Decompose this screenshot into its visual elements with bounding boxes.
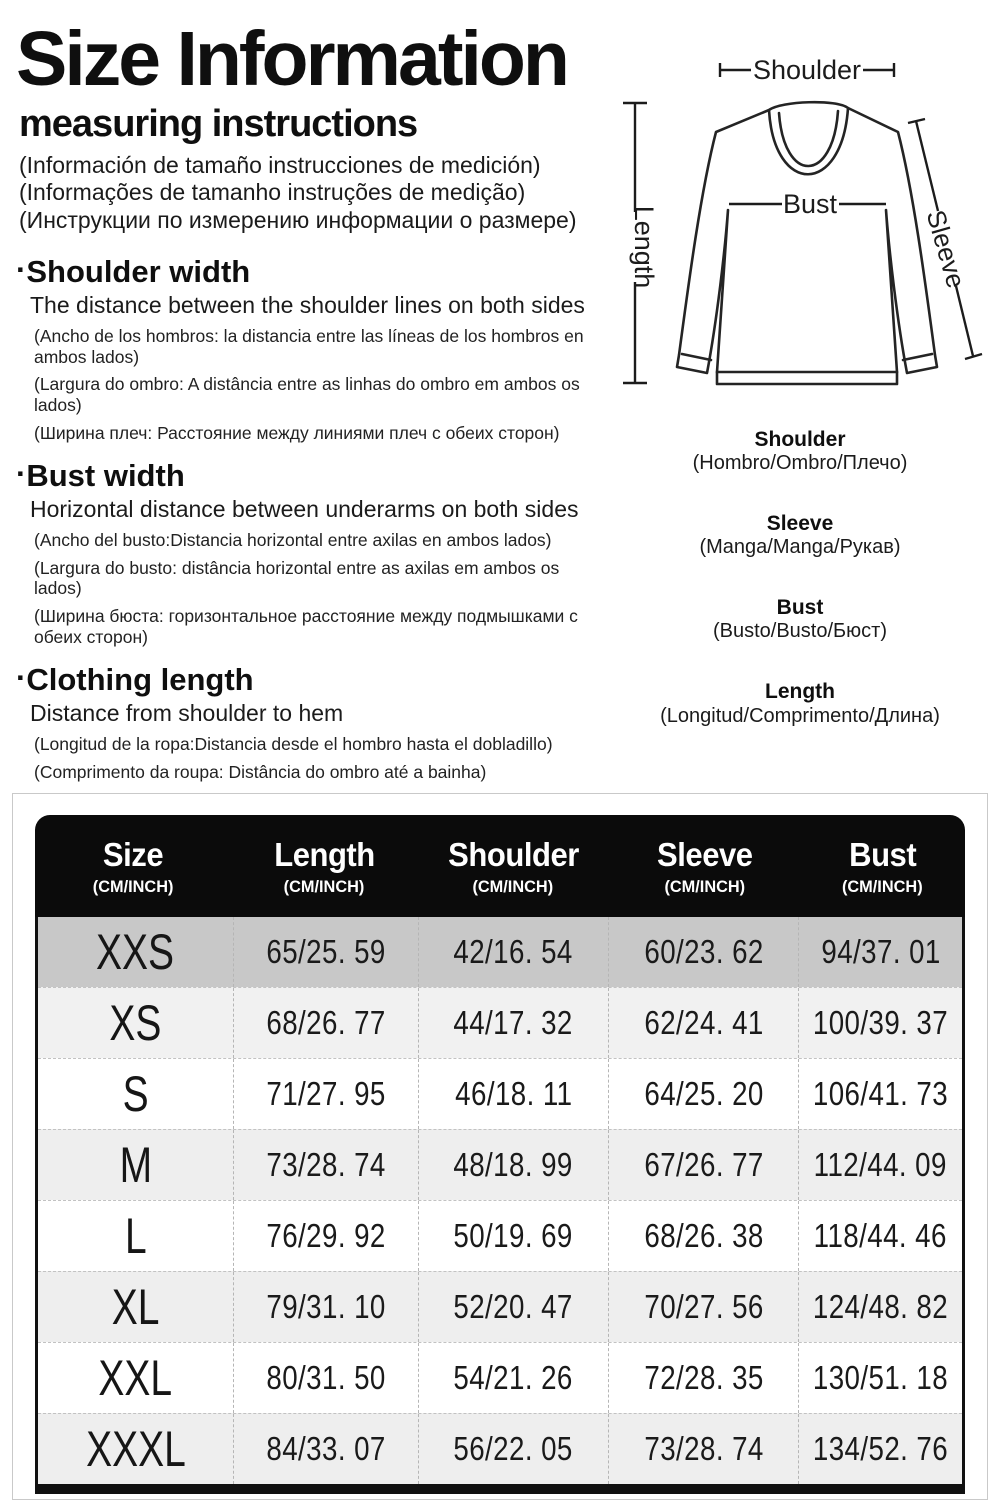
legend-translation: (Longitud/Comprimento/Длина) (660, 704, 940, 727)
legend-term: Sleeve (766, 512, 834, 536)
section-title: Clothing length (26, 662, 254, 698)
table-row-xxl (38, 1342, 962, 1413)
measuring-sections (16, 252, 606, 823)
size-cell: XXXL (85, 1421, 186, 1477)
legend-term: Bust (776, 596, 824, 620)
diagram-length-label: Length (629, 205, 659, 289)
bullet: · (16, 456, 27, 492)
unit-label: (CM/INCH) (92, 876, 174, 896)
unit-label: (CM/INCH) (283, 876, 365, 896)
sleeve-cell: 67/26. 77 (608, 1130, 798, 1200)
section-translation-pt: (Largura do ombro: A distância entre as linhas do ombro em ambos os lados) (34, 374, 580, 415)
bust-cell: 130/51. 18 (798, 1343, 962, 1413)
size-cell: XS (109, 995, 162, 1051)
length-cell: 65/25. 59 (233, 917, 418, 987)
bust-cell: 100/39. 37 (798, 988, 962, 1058)
sleeve-cell: 68/26. 38 (608, 1201, 798, 1271)
section-description: The distance between the shoulder lines on both sides (30, 292, 585, 318)
column-header-bust: Bust (CM/INCH) (800, 836, 965, 897)
shirt-measurement-diagram (598, 28, 1000, 423)
legend-item-length (600, 680, 1000, 727)
diagram-bust-label: Bust (782, 189, 838, 219)
shoulder-cell: 50/19. 69 (418, 1201, 608, 1271)
diagram-shoulder-label: Shoulder (752, 55, 862, 85)
table-body (35, 917, 965, 1494)
section-translation-es: (Ancho del busto:Distancia horizontal entre axilas en ambos lados) (34, 530, 552, 551)
section-translation-ru: (Ширина бюста: горизонтальное расстояние между подмышками с обеих сторон) (34, 606, 578, 647)
legend-item-bust (600, 596, 1000, 643)
section-title: Shoulder width (26, 254, 251, 289)
shoulder-cell: 42/16. 54 (418, 917, 608, 987)
size-cell: S (122, 1066, 149, 1122)
section-description: Distance from shoulder to hem (30, 700, 344, 727)
size-cell: XL (111, 1279, 160, 1335)
table-row-xxs (38, 917, 962, 987)
size-cell: L (124, 1208, 147, 1264)
bust-cell: 118/44. 46 (798, 1201, 962, 1271)
size-cell: XXL (98, 1350, 173, 1406)
size-cell: M (119, 1137, 152, 1193)
legend-term: Length (765, 680, 835, 704)
bullet: · (16, 660, 27, 696)
sleeve-cell: 73/28. 74 (608, 1414, 798, 1484)
section-translation-es: (Ancho de los hombros: la distancia entre las líneas de los hombros en ambos lados) (34, 326, 584, 367)
page-subtitle: measuring instructions (19, 102, 418, 145)
diagram-sleeve-label: Sleeve (920, 206, 972, 292)
length-cell: 79/31. 10 (233, 1272, 418, 1342)
unit-label: (CM/INCH) (664, 876, 745, 896)
page-title: Size Information (16, 16, 567, 102)
table-row-m (38, 1129, 962, 1200)
bust-cell: 94/37. 01 (798, 917, 962, 987)
table-row-l (38, 1200, 962, 1271)
shoulder-cell: 52/20. 47 (418, 1272, 608, 1342)
shoulder-cell: 44/17. 32 (418, 988, 608, 1058)
section-translation-pt: (Largura do busto: distância horizontal entre as axilas em ambos os lados) (34, 557, 560, 599)
legend-term: Shoulder (754, 428, 846, 451)
legend-translation: (Manga/Manga/Рукав) (699, 536, 901, 559)
diagram-legend (600, 428, 1000, 765)
legend-translation: (Busto/Busto/Бюст) (712, 620, 887, 643)
length-cell: 73/28. 74 (233, 1130, 418, 1200)
table-header (35, 815, 965, 917)
sleeve-cell: 60/23. 62 (608, 917, 798, 987)
table-row-s (38, 1058, 962, 1129)
section-bust-width (16, 456, 606, 647)
section-clothing-length (16, 660, 606, 810)
unit-label: (CM/INCH) (472, 876, 554, 896)
length-cell: 71/27. 95 (233, 1059, 418, 1129)
shoulder-cell: 56/22. 05 (418, 1414, 608, 1484)
section-translation-ru: (Ширина плеч: Расстояние между линиями плеч с обеих сторон) (34, 422, 560, 443)
shoulder-cell: 48/18. 99 (418, 1130, 608, 1200)
length-cell: 84/33. 07 (233, 1414, 418, 1484)
section-translation-pt: (Comprimento da roupa: Distância do ombro até a bainha) (34, 762, 487, 783)
legend-item-shoulder (600, 428, 1000, 475)
shoulder-cell: 46/18. 11 (418, 1059, 608, 1129)
subtitle-translation-pt: (Informações de tamanho instruções de medição) (19, 179, 526, 206)
subtitle-translation-es: (Información de tamaño instrucciones de medición) (19, 151, 541, 178)
size-cell: XXS (96, 924, 175, 980)
column-header-size: Size (CM/INCH) (35, 836, 231, 897)
bust-cell: 112/44. 09 (798, 1130, 962, 1200)
sleeve-cell: 70/27. 56 (608, 1272, 798, 1342)
shoulder-cell: 54/21. 26 (418, 1343, 608, 1413)
bullet: · (16, 252, 27, 287)
size-table (35, 815, 965, 1494)
column-header-sleeve: Sleeve (CM/INCH) (609, 836, 801, 897)
table-row-xl (38, 1271, 962, 1342)
subtitle-translation-ru: (Инструкции по измерению информации о размере) (19, 206, 577, 233)
intro-block (16, 16, 606, 234)
bust-cell: 124/48. 82 (798, 1272, 962, 1342)
length-cell: 68/26. 77 (233, 988, 418, 1058)
table-row-xs (38, 987, 962, 1058)
sleeve-cell: 62/24. 41 (608, 988, 798, 1058)
shirt-outline (677, 102, 937, 384)
section-description: Horizontal distance between underarms on both sides (30, 496, 579, 523)
section-title: Bust width (26, 458, 185, 494)
length-cell: 80/31. 50 (233, 1343, 418, 1413)
column-header-shoulder: Shoulder (CM/INCH) (417, 836, 609, 897)
bust-cell: 106/41. 73 (798, 1059, 962, 1129)
section-shoulder-width (16, 252, 606, 443)
bust-cell: 134/52. 76 (798, 1414, 962, 1484)
unit-label: (CM/INCH) (842, 876, 924, 896)
length-cell: 76/29. 92 (233, 1201, 418, 1271)
column-header-length: Length (CM/INCH) (231, 836, 417, 897)
table-row-xxxl (38, 1413, 962, 1484)
legend-translation: (Hombro/Ombro/Плечо) (692, 452, 908, 475)
sleeve-cell: 64/25. 20 (608, 1059, 798, 1129)
size-table-panel (12, 793, 988, 1500)
section-translation-es: (Longitud de la ropa:Distancia desde el hombro hasta el dobladillo) (34, 734, 553, 755)
sleeve-cell: 72/28. 35 (608, 1343, 798, 1413)
legend-item-sleeve (600, 512, 1000, 559)
